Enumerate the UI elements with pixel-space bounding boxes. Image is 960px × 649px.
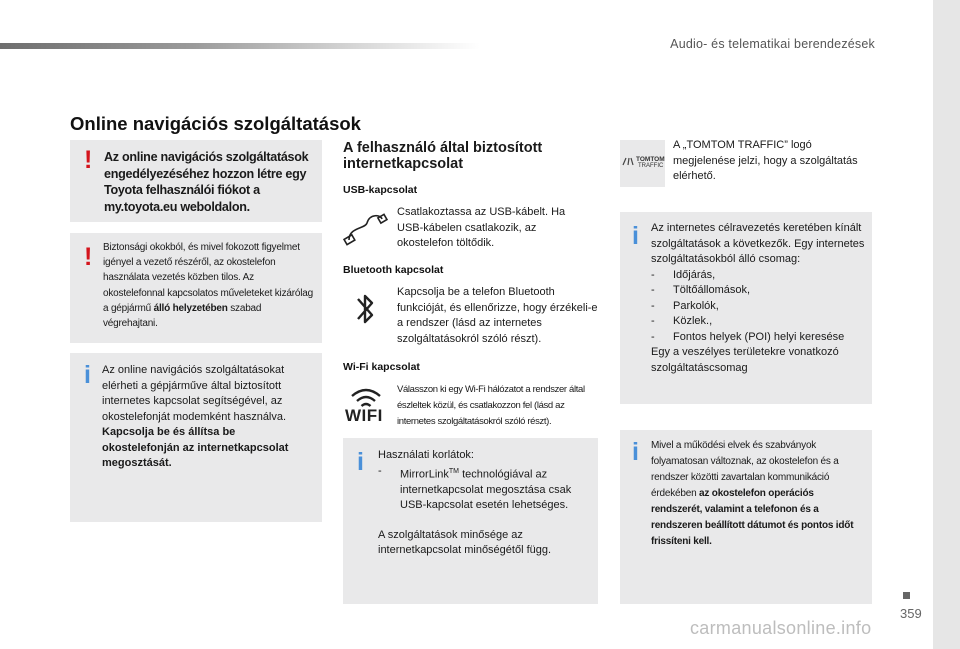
usb-text: Csatlakoztassa az USB-kábelt. Ha USB-kábelen csatlakozik, az okostelefon töltődik. — [397, 206, 566, 249]
list-item: - Közlek., — [651, 314, 867, 330]
warning-box-account — [70, 140, 322, 222]
page-title: Online navigációs szolgáltatások — [70, 113, 361, 134]
wifi-text: Válasszon ki egy Wi-Fi hálózatot a rendszer által észleltek közül, és csatlakozzon fel (lásd az internetes szolgáltatásokról szóló részt). — [397, 384, 585, 427]
list-item: - Töltőállomások, — [651, 283, 867, 299]
info-icon: i — [84, 361, 91, 389]
info-icon: i — [357, 448, 364, 476]
usb-cable-icon — [343, 207, 388, 250]
page-marker — [903, 592, 910, 599]
bluetooth-icon — [345, 285, 385, 333]
info-box-updates — [620, 430, 872, 604]
wifi-label: WIFI — [345, 406, 383, 425]
services-tail: Egy a veszélyes területekre vonatkozó szolgáltatáscsomag — [651, 346, 839, 374]
list-item: - Parkolók, — [651, 299, 867, 315]
limits-list — [378, 464, 593, 514]
info-icon: i — [632, 438, 639, 466]
page-number: 359 — [900, 606, 922, 621]
list-item: - Időjárás, — [651, 268, 867, 284]
list-item: - MirrorLink™ technológiával az internetkapcsolat megosztása csak USB-kapcsolat esetén lehetséges. — [378, 464, 593, 514]
limits-text — [378, 448, 593, 559]
bluetooth-text: Kapcsolja be a telefon Bluetooth funkcióját, és ellenőrizze, hogy érzékeli-e a rendszer (lásd az internetes szolgáltatásokról szóló részt). — [397, 286, 598, 345]
warning-safety-text: Biztonsági okokból, és mivel fokozott figyelmet igényel a vezető részéről, az okostelefon használata vezetés közben tilos. Az okostelefonnal kapcsolatos műveleteket kizárólag a gépjármű álló helyzetében szabad végrehajtani. — [103, 242, 313, 330]
services-intro: Az internetes célravezetés keretében kínált szolgáltatások a következők. Egy internetes szolgáltatásokból álló csomag: — [651, 222, 865, 265]
limits-note: A szolgáltatások minősége az internetkapcsolat minőségétől függ. — [378, 528, 552, 557]
watermark: carmanualsonline.info — [690, 618, 872, 638]
usb-heading: USB-kapcsolat — [343, 184, 418, 196]
warning-icon: ! — [84, 243, 93, 271]
wifi-heading: Wi-Fi kapcsolat — [343, 361, 420, 373]
tomtom-logo-line1: TOMTOM — [636, 156, 665, 163]
section-heading: A felhasználó által biztosított internetkapcsolat — [343, 140, 543, 172]
limits-lead: Használati korlátok: — [378, 449, 474, 461]
info-box-sharing — [70, 353, 322, 522]
tomtom-logo-line2: TRAFFIC — [638, 163, 664, 169]
section-header: Audio- és telematikai berendezések — [670, 37, 875, 51]
services-text — [651, 221, 867, 376]
list-item: - Fontos helyek (POI) helyi keresése — [651, 330, 867, 346]
tomtom-text: A „TOMTOM TRAFFIC” logó megjelenése jelzi, hogy a szolgáltatás elérhető. — [673, 139, 858, 182]
side-strip — [933, 0, 960, 649]
warning-box-safety — [70, 233, 322, 343]
header-rule — [0, 43, 480, 49]
warning-account-text: Az online navigációs szolgáltatások engedélyezéséhez hozzon létre egy Toyota felhasználói fiókot a my.toyota.eu weboldalon. — [104, 150, 309, 214]
info-sharing-text: Az online navigációs szolgáltatásokat elérheti a gépjárműve által biztosított internetes kapcsolat segítségével, az okostelefonját modemként használva. Kapcsolja be és állítsa be okostelefonján az internetkapcsolat megosztását. — [102, 364, 289, 469]
info-icon: i — [632, 222, 639, 250]
info-box-limits — [343, 438, 598, 604]
wifi-icon — [345, 382, 387, 427]
updates-text: Mivel a működési elvek és szabványok folyamatosan változnak, az okostelefon és a rendszer közötti zavartalan kommunikáció érdekében az okostelefon operációs rendszerét, valamint a telefonon és a rendszeren beállított dátumot és pontos időt frissíteni kell. — [651, 440, 854, 547]
services-list — [651, 268, 867, 346]
warning-icon: ! — [84, 146, 93, 174]
bluetooth-heading: Bluetooth kapcsolat — [343, 264, 444, 276]
tomtom-traffic-logo — [620, 140, 665, 187]
info-box-services — [620, 212, 872, 404]
